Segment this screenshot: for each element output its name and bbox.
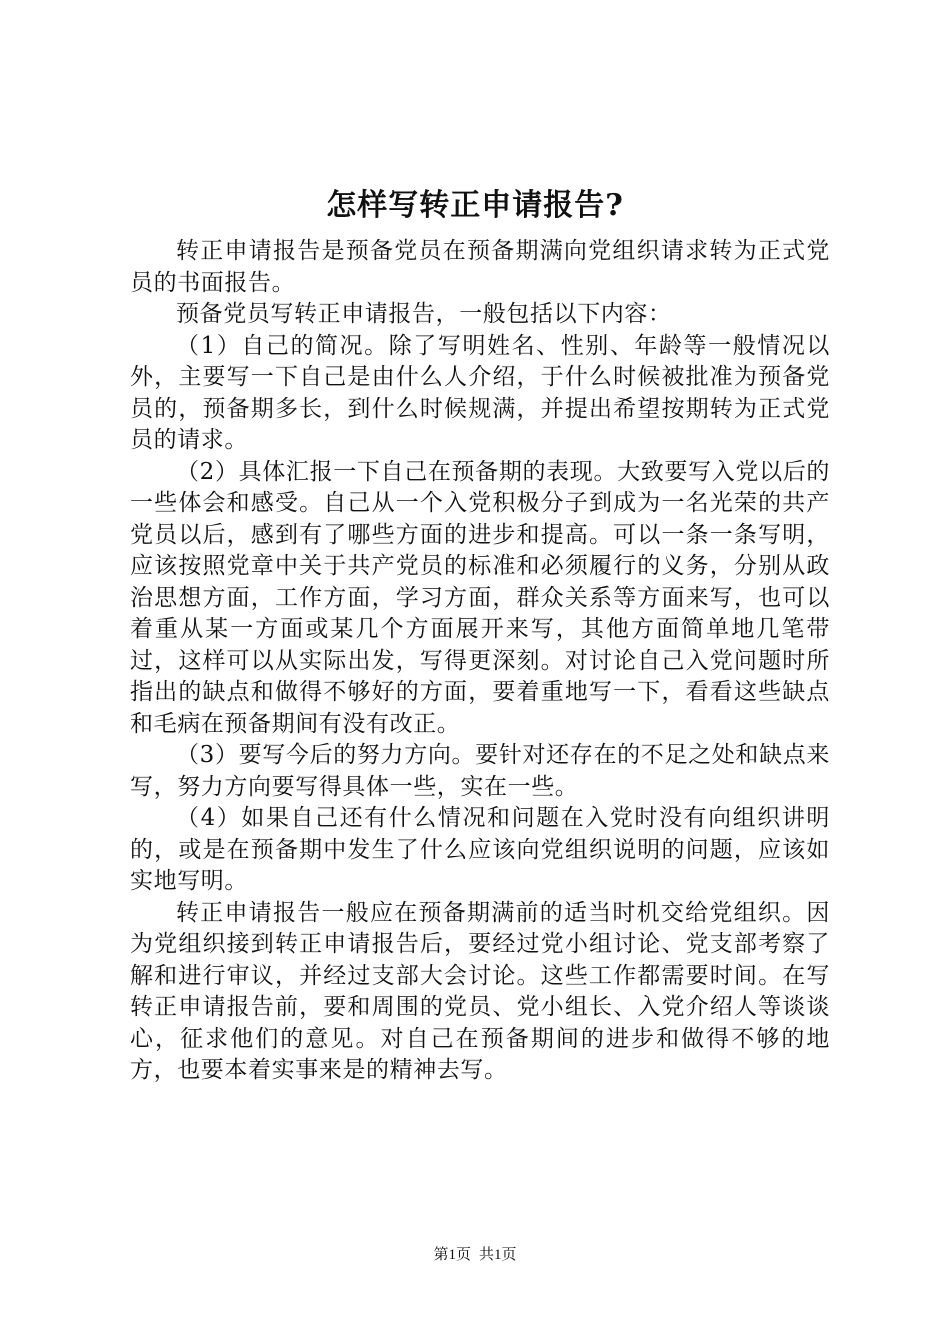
document-body <box>130 236 830 1087</box>
page-total: 共1页 <box>479 1247 517 1263</box>
paragraph-item-1: （1）自己的简况。除了写明姓名、性别、年龄等一般情况以外，主要写一下自己是由什么人介绍，于什么时候被批准为预备党员的，预备期多长，到什么时候规满，并提出希望按期转为正式党员的请求。 <box>130 332 830 453</box>
document-title: 怎样写转正申请报告? <box>326 188 624 223</box>
page-number: 第1页 <box>433 1247 471 1263</box>
page-footer <box>0 1245 950 1265</box>
paragraph-item-3: （3）要写今后的努力方向。要针对还存在的不足之处和缺点来写，努力方向要写得具体一些，实在一些。 <box>130 742 830 800</box>
paragraph-intro: 转正申请报告是预备党员在预备期满向党组织请求转为正式党员的书面报告。 <box>130 238 830 296</box>
paragraph-contents-lead: 预备党员写转正申请报告，一般包括以下内容： <box>176 301 672 327</box>
paragraph-item-2: （2）具体汇报一下自己在预备期的表现。大致要写入党以后的一些体会和感受。自己从一个入党积极分子到成为一名光荣的共产党员以后，感到有了哪些方面的进步和提高。可以一条一条写明，应该按照党章中关于共产党员的标准和必须履行的义务，分别从政治思想方面，工作方面，学习方面，群众关系等方面来写，也可以着重从某一方面或某几个方面展开来写，其他方面简单地几笔带过，这样可以从实际出发，写得更深刻。对讨论自己入党问题时所指出的缺点和做得不够好的方面，要着重地写一下，看看这些缺点和毛病在预备期间有没有改正。 <box>130 458 830 737</box>
paragraph-item-4: （4）如果自己还有什么情况和问题在入党时没有向组织讲明的，或是在预备期中发生了什么应该向党组织说明的问题，应该如实地写明。 <box>130 805 830 894</box>
paragraph-closing: 转正申请报告一般应在预备期满前的适当时机交给党组织。因为党组织接到转正申请报告后，要经过党小组讨论、党支部考察了解和进行审议，并经过支部大会讨论。这些工作都需要时间。在写转正申请报告前，要和周围的党员、党小组长、入党介绍人等谈谈心，征求他们的意见。对自己在预备期间的进步和做得不够的地方，也要本着实事来是的精神去写。 <box>130 899 830 1083</box>
